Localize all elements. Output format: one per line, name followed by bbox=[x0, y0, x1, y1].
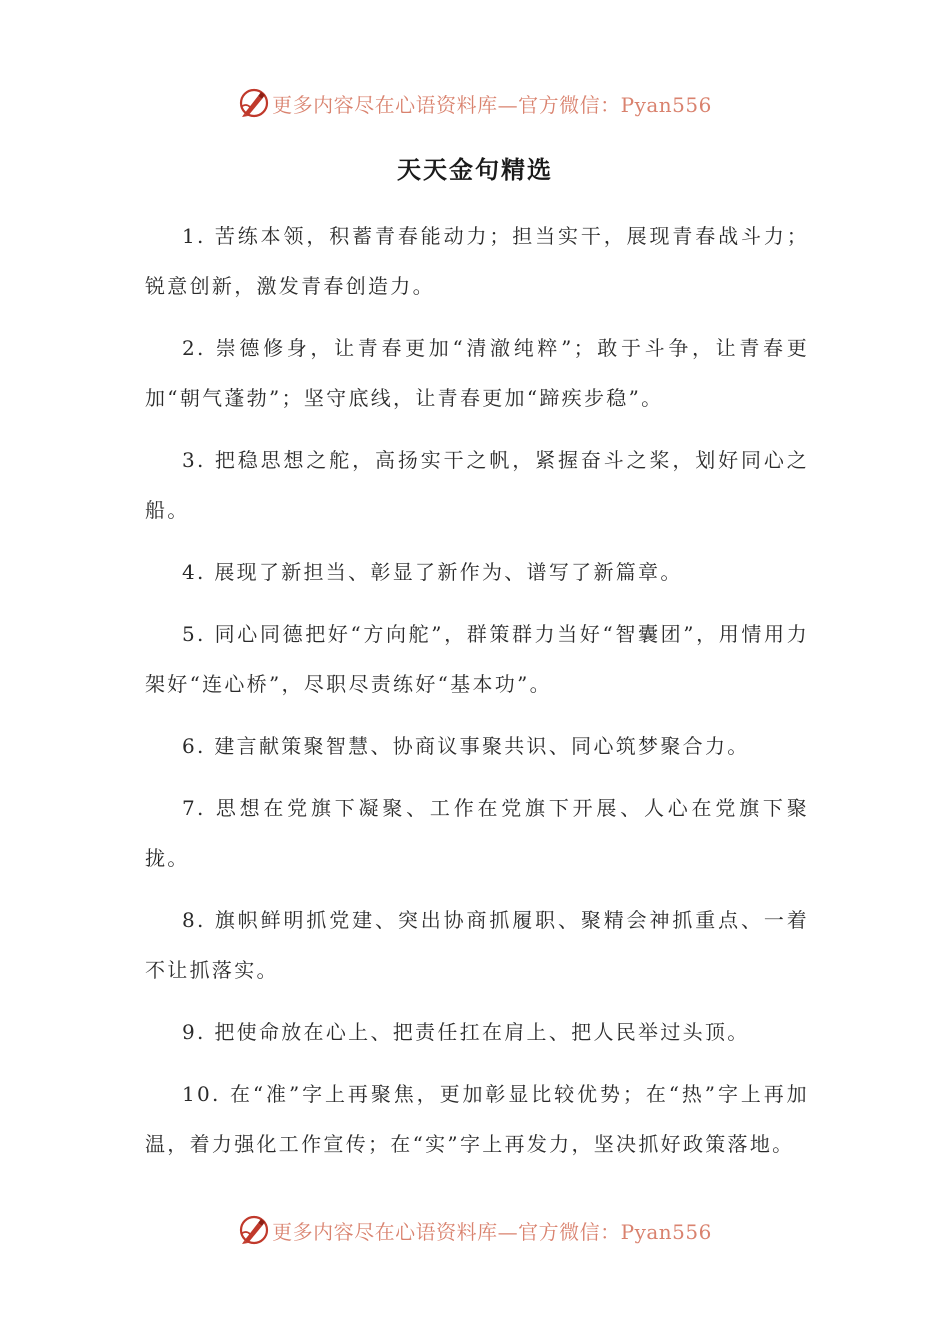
quote-list bbox=[145, 211, 809, 1181]
page-title: 天天金句精选 bbox=[397, 155, 553, 184]
list-item: 6. 建言献策聚智慧、协商议事聚共识、同心筑梦聚合力。 bbox=[182, 734, 750, 758]
list-item: 9. 把使命放在心上、把责任扛在肩上、把人民举过头顶。 bbox=[182, 1020, 750, 1044]
list-item: 2. 崇德修身，让青春更加“清澈纯粹”；敢于斗争，让青春更加“朝气蓬勃”；坚守底线，让青春更加“蹄疾步稳”。 bbox=[145, 336, 809, 410]
header-banner bbox=[0, 81, 950, 125]
footer-banner bbox=[0, 1208, 950, 1252]
list-item: 4. 展现了新担当、彰显了新作为、谱写了新篇章。 bbox=[182, 560, 683, 584]
list-item: 3. 把稳思想之舵，高扬实干之帆，紧握奋斗之桨，划好同心之船。 bbox=[145, 448, 809, 522]
list-item: 8. 旗帜鲜明抓党建、突出协商抓履职、聚精会神抓重点、一着不让抓落实。 bbox=[145, 908, 809, 982]
banner-text: 更多内容尽在心语资料库—官方微信：Pyan556 bbox=[272, 1219, 712, 1244]
list-item: 5. 同心同德把好“方向舵”，群策群力当好“智囊团”，用情用力架好“连心桥”，尽职尽责练好“基本功”。 bbox=[145, 622, 809, 696]
list-item: 7. 思想在党旗下凝聚、工作在党旗下开展、人心在党旗下聚拢。 bbox=[145, 796, 809, 870]
pen-logo-icon bbox=[238, 1214, 270, 1246]
list-item: 10. 在“准”字上再聚焦，更加彰显比较优势；在“热”字上再加温，着力强化工作宣传；在“实”字上再发力，坚决抓好政策落地。 bbox=[145, 1082, 809, 1156]
pen-logo-icon bbox=[238, 87, 270, 119]
banner-text: 更多内容尽在心语资料库—官方微信：Pyan556 bbox=[272, 92, 712, 117]
list-item: 1. 苦练本领，积蓄青春能动力；担当实干，展现青春战斗力；锐意创新，激发青春创造力。 bbox=[145, 224, 809, 298]
